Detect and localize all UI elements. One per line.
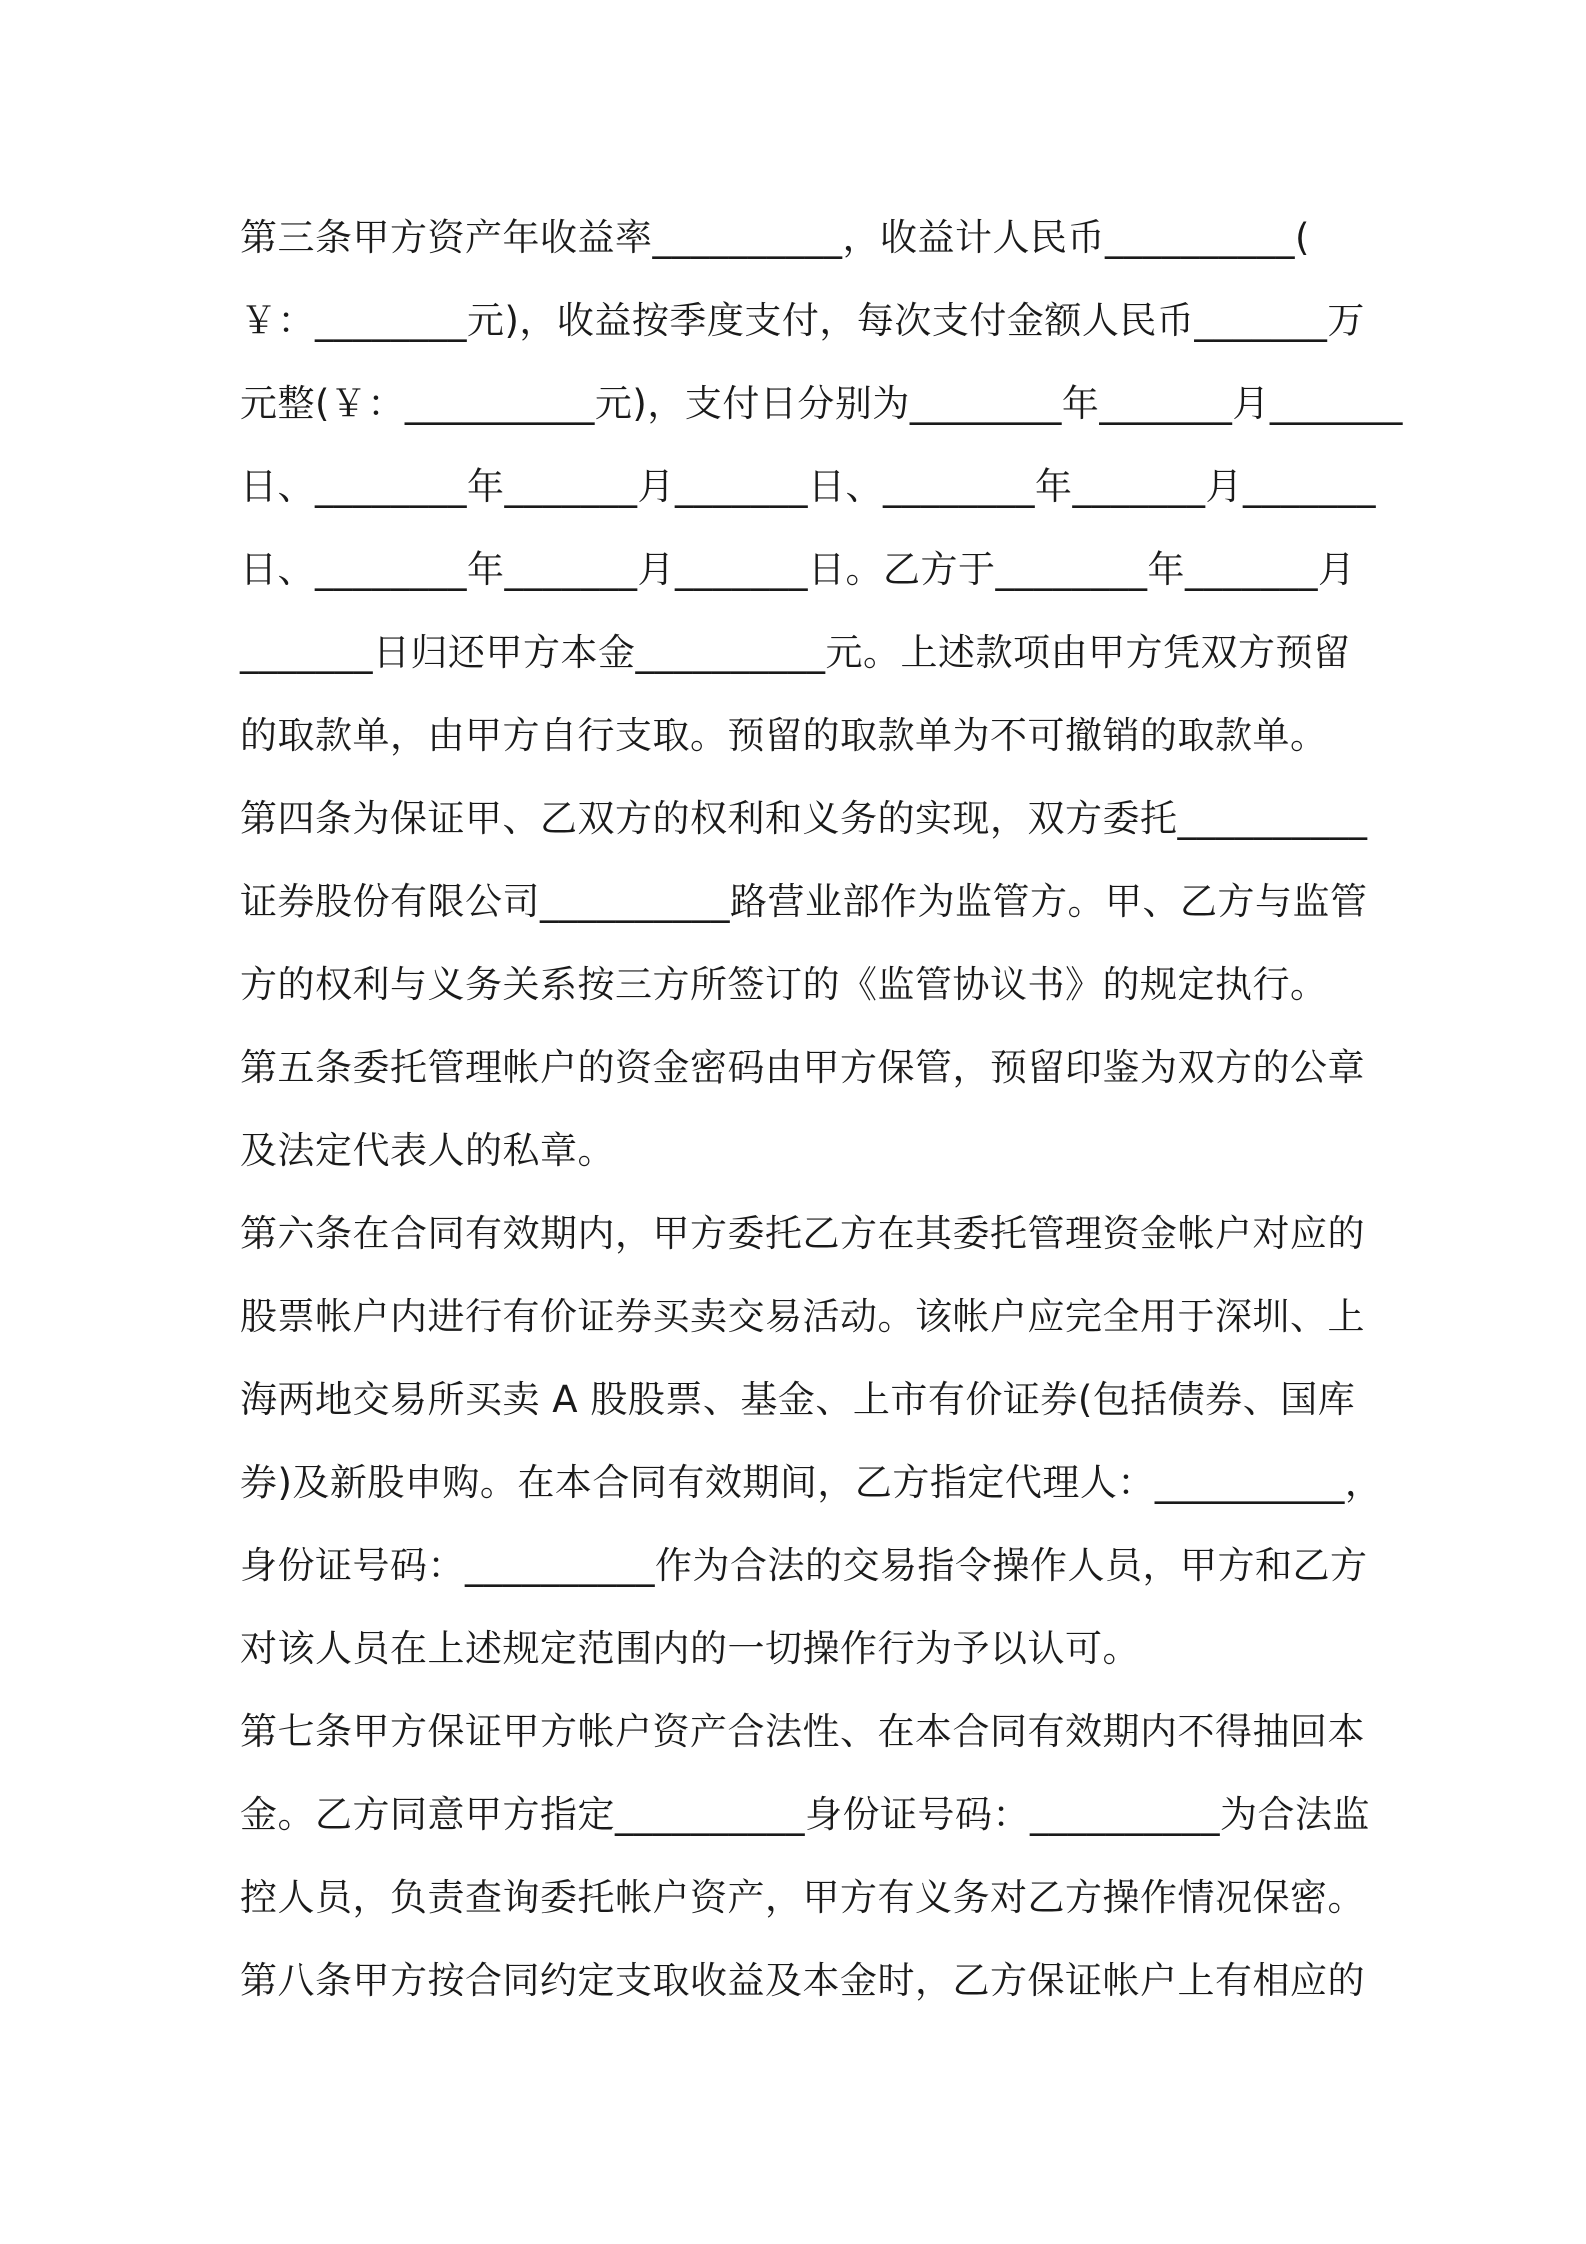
text-line: 元整(￥：__________元)，支付日分别为________年_______月_______ xyxy=(240,382,1403,425)
text-line: 身份证号码：__________作为合法的交易指令操作人员，甲方和乙方 xyxy=(240,1544,1368,1587)
text-line: ￥：________元)，收益按季度支付，每次支付金额人民币_______万 xyxy=(240,299,1365,342)
text-line: 证券股份有限公司__________路营业部作为监管方。甲、乙方与监管 xyxy=(240,880,1368,923)
text-line: 方的权利与义务关系按三方所签订的《监管协议书》的规定执行。 xyxy=(240,963,1328,1006)
text-line: 的取款单，由甲方自行支取。预留的取款单为不可撤销的取款单。 xyxy=(240,714,1328,757)
text-line: 股票帐户内进行有价证券买卖交易活动。该帐户应完全用于深圳、上 xyxy=(240,1295,1365,1338)
text-line: 日、________年_______月_______日。乙方于________年_______月 xyxy=(240,548,1356,591)
text-line: 券)及新股申购。在本合同有效期间，乙方指定代理人：__________， xyxy=(240,1461,1383,1504)
text-line: 第七条甲方保证甲方帐户资产合法性、在本合同有效期内不得抽回本 xyxy=(240,1710,1365,1753)
text-line: _______日归还甲方本金__________元。上述款项由甲方凭双方预留 xyxy=(240,631,1351,674)
text-line: 对该人员在上述规定范围内的一切操作行为予以认可。 xyxy=(240,1627,1140,1670)
text-line: 及法定代表人的私章。 xyxy=(240,1129,615,1172)
text-line: 金。乙方同意甲方指定__________身份证号码：__________为合法监 xyxy=(240,1793,1370,1836)
text-line: 第五条委托管理帐户的资金密码由甲方保管，预留印鉴为双方的公章 xyxy=(240,1046,1365,1089)
text-line: 海两地交易所买卖 A 股股票、基金、上市有价证券(包括债券、国库 xyxy=(240,1378,1356,1421)
text-line: 第四条为保证甲、乙双方的权利和义务的实现，双方委托__________ xyxy=(240,797,1368,840)
text-line: 日、________年_______月_______日、________年_______月_______ xyxy=(240,465,1376,508)
text-line: 第六条在合同有效期内，甲方委托乙方在其委托管理资金帐户对应的 xyxy=(240,1212,1365,1255)
text-line: 第八条甲方按合同约定支取收益及本金时，乙方保证帐户上有相应的 xyxy=(240,1959,1365,2002)
text-line: 第三条甲方资产年收益率__________，收益计人民币__________( xyxy=(240,216,1310,259)
text-line: 控人员，负责查询委托帐户资产，甲方有义务对乙方操作情况保密。 xyxy=(240,1876,1365,1919)
contract-body xyxy=(240,196,1403,2022)
